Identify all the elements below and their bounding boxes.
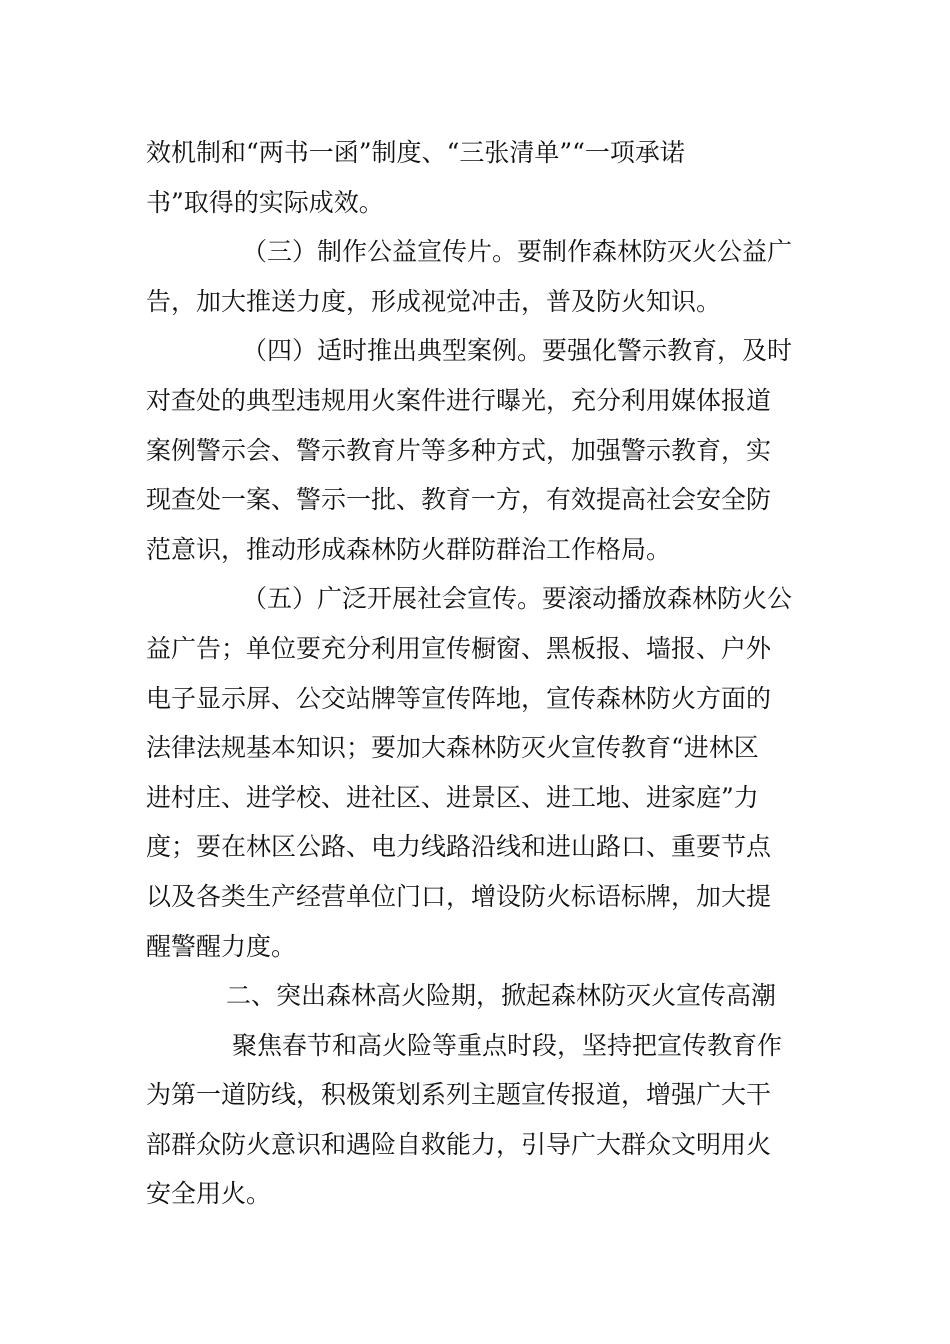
text-line: 安全用火。	[146, 1179, 272, 1209]
text-line: 电子显示屏、公交站牌等宣传阵地，宣传森林防火方面的	[146, 683, 772, 713]
text-line: 效机制和“两书一函”制度、“三张清单”“一项承诺	[146, 138, 685, 167]
text-line: 范意识，推动形成森林防火群防群治工作格局。	[146, 534, 672, 564]
text-line: 告，加大推送力度，形成视觉冲击，普及防火知识。	[146, 286, 722, 316]
text-line: 现查处一案、警示一批、教育一方，有效提高社会安全防	[146, 485, 772, 515]
paragraph-first-line: 聚焦春节和高火险等重点时段，坚持把宣传教育作	[232, 1030, 783, 1060]
text-line: 案例警示会、警示教育片等多种方式，加强警示教育，实	[146, 435, 772, 465]
section-five-heading-line: （五）广泛开展社会宣传。要滚动播放森林防火公	[242, 584, 793, 614]
document-body	[146, 128, 808, 1219]
text-line: 度；要在林区公路、电力线路沿线和进山路口、重要节点	[146, 832, 772, 862]
section-two-heading: 二、突出森林高火险期，掀起森林防灭火宣传高潮	[226, 981, 777, 1011]
text-line: 法律法规基本知识；要加大森林防灭火宣传教育“进林区	[146, 733, 759, 763]
text-line: 益广告；单位要充分利用宣传橱窗、黑板报、墙报、户外	[146, 633, 772, 663]
text-line: 进村庄、进学校、进社区、进景区、进工地、进家庭”力	[146, 782, 759, 812]
section-three-heading-line: （三）制作公益宣传片。要制作森林防灭火公益广	[242, 237, 793, 267]
text-line: 为第一道防线，积极策划系列主题宣传报道，增强广大干	[146, 1080, 772, 1110]
text-line: 书”取得的实际成效。	[146, 187, 384, 217]
text-line: 以及各类生产经营单位门口，增设防火标语标牌，加大提	[146, 881, 772, 911]
text-line: 对查处的典型违规用火案件进行曝光，充分利用媒体报道	[146, 385, 772, 415]
section-four-heading-line: （四）适时推出典型案例。要强化警示教育，及时	[242, 336, 793, 366]
text-line: 部群众防火意识和遇险自救能力，引导广大群众文明用火	[146, 1129, 772, 1159]
text-line: 醒警醒力度。	[146, 931, 297, 961]
